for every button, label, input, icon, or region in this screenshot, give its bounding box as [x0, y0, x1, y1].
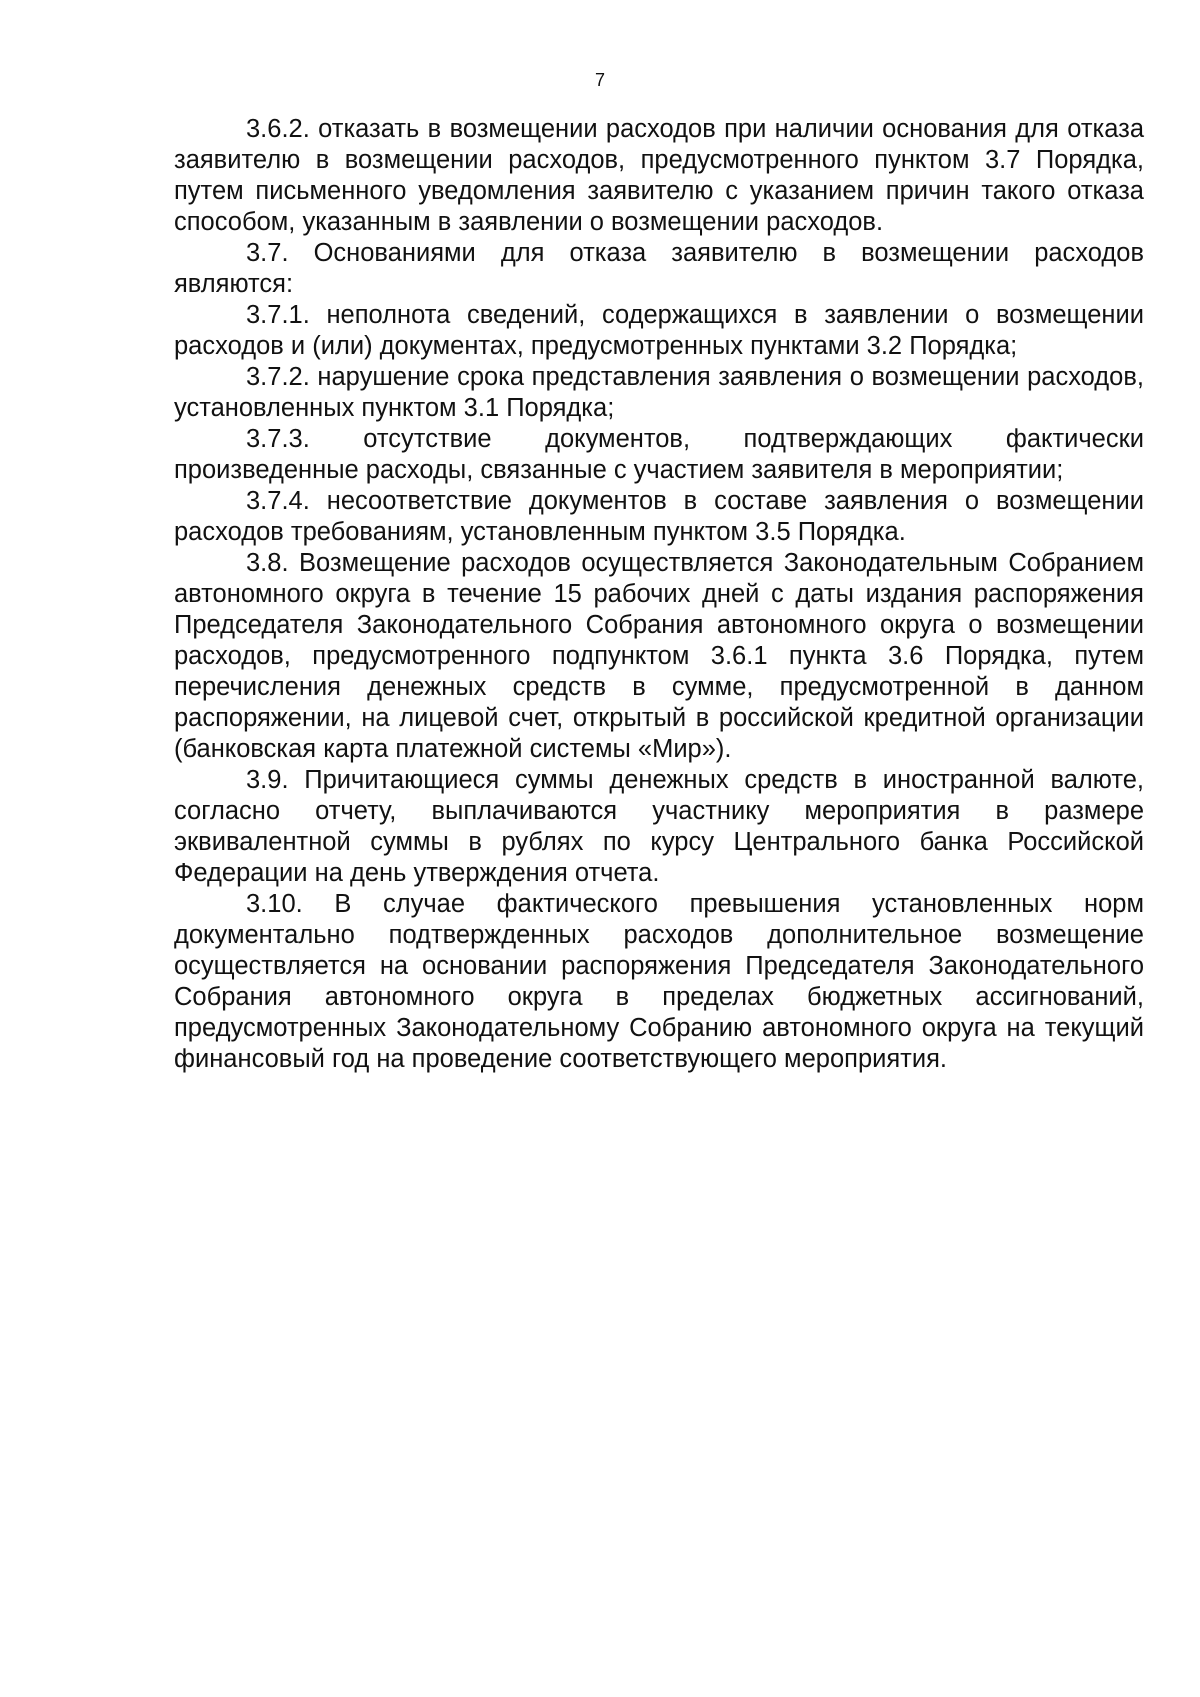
paragraph-3-6-2: 3.6.2. отказать в возмещении расходов при наличии основания для отказа заявителю в возмещении расходов, предусмотренного пунктом 3.7 Порядка, путем письменного уведомления заявителю с указанием причин такого отказа способом, указанным в заявлении о возмещении расходов.: [174, 115, 1144, 236]
paragraph-3-7-3: 3.7.3. отсутствие документов, подтверждающих фактически произведенные расходы, связанные с участием заявителя в мероприятии;: [174, 425, 1144, 484]
paragraph-3-7-1: 3.7.1. неполнота сведений, содержащихся в заявлении о возмещении расходов и (или) документах, предусмотренных пунктами 3.2 Порядка;: [174, 301, 1144, 360]
paragraph-3-8: 3.8. Возмещение расходов осуществляется Законодательным Собранием автономного округа в течение 15 рабочих дней с даты издания распоряжения Председателя Законодательного Собрания автономного округа о возмещении расходов, предусмотренного подпунктом 3.6.1 пункта 3.6 Порядка, путем перечисления денежных средств в сумме, предусмотренной в данном распоряжении, на лицевой счет, открытый в российской кредитной организации (банковская карта платежной системы «Мир»).: [174, 549, 1144, 763]
paragraph-3-7-4: 3.7.4. несоответствие документов в составе заявления о возмещении расходов требованиям, установленным пунктом 3.5 Порядка.: [174, 487, 1144, 546]
paragraph-3-7-2: 3.7.2. нарушение срока представления заявления о возмещении расходов, установленных пунктом 3.1 Порядка;: [174, 363, 1144, 422]
paragraph-3-7: 3.7. Основаниями для отказа заявителю в возмещении расходов являются:: [174, 239, 1144, 298]
paragraph-3-9: 3.9. Причитающиеся суммы денежных средств в иностранной валюте, согласно отчету, выплачиваются участнику мероприятия в размере эквивалентной суммы в рублях по курсу Центрального банка Российской Федерации на день утверждения отчета.: [174, 766, 1144, 887]
document-body: [174, 114, 1144, 1075]
page-number: 7: [594, 70, 605, 90]
paragraph-3-10: 3.10. В случае фактического превышения установленных норм документально подтвержденных расходов дополнительное возмещение осуществляется на основании распоряжения Председателя Законодательного Собрания автономного округа в пределах бюджетных ассигнований, предусмотренных Законодательному Собранию автономного округа на текущий финансовый год на проведение соответствующего мероприятия.: [174, 890, 1144, 1073]
